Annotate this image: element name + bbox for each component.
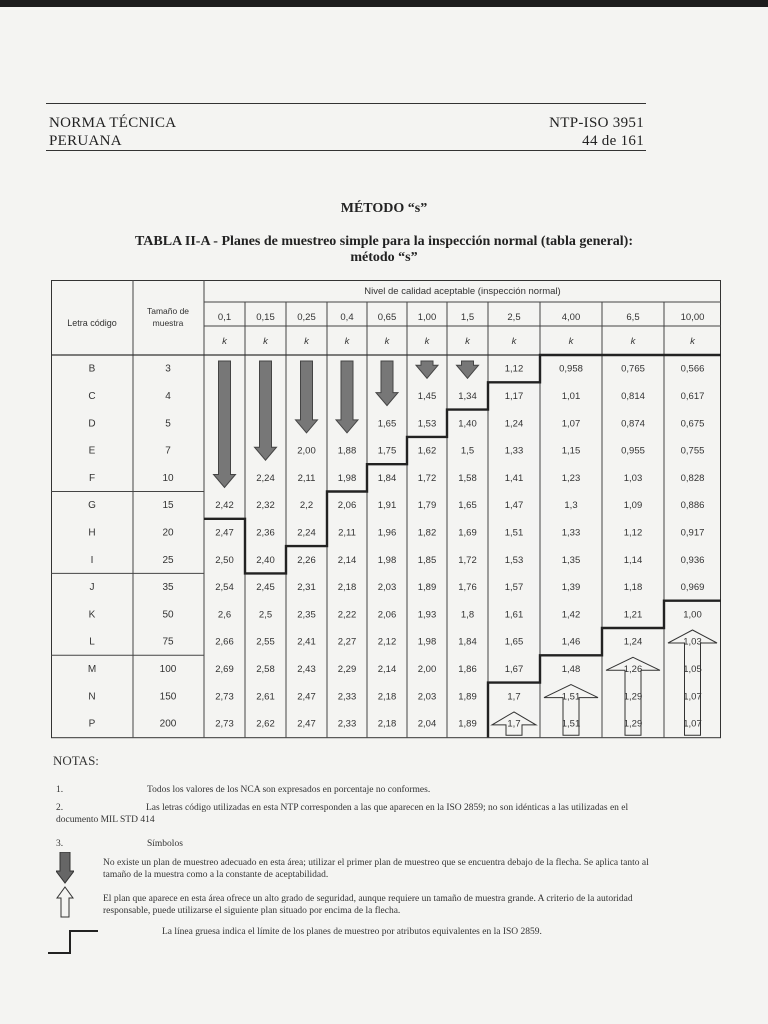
k-value: 2,14 (337, 554, 357, 566)
code-letter: C (88, 390, 96, 402)
k-value: 2,11 (338, 527, 356, 539)
k-value: 2,2 (299, 500, 314, 512)
table-title (0, 234, 768, 266)
k-value: 2,06 (337, 500, 357, 512)
code-letter: K (88, 609, 96, 621)
aql-header: 10,00 (680, 312, 705, 323)
standard-code-block (549, 114, 644, 150)
k-value: 1,29 (623, 691, 643, 703)
k-value: 1,61 (504, 609, 524, 621)
down-arrow-icon (376, 361, 398, 406)
k-value: 0,936 (680, 554, 705, 566)
k-value: 1,51 (504, 527, 524, 539)
k-value: 1,91 (377, 500, 397, 512)
k-value: 1,47 (504, 500, 524, 512)
k-value: 1,98 (417, 636, 437, 648)
k-value: 2,47 (215, 527, 234, 539)
k-value: 0,617 (680, 390, 705, 402)
k-label: k (690, 336, 695, 347)
note-1-number: 1. (56, 785, 64, 795)
k-value: 1,21 (623, 609, 643, 621)
sample-size: 150 (159, 691, 177, 703)
note-2-number: 2. (56, 803, 64, 813)
aql-header: 4,00 (561, 312, 581, 323)
k-value: 2,58 (256, 663, 275, 675)
k-value: 1,86 (458, 663, 477, 675)
k-value: 1,93 (417, 609, 437, 621)
sample-size: 7 (165, 445, 171, 457)
k-value: 1,33 (561, 527, 581, 539)
code-letter: B (88, 363, 96, 375)
k-value: 1,07 (561, 418, 581, 430)
k-value: 2,27 (337, 636, 357, 648)
page-number: 44 de 161 (582, 133, 644, 149)
k-value: 0,969 (680, 582, 705, 594)
k-value: 1,14 (623, 554, 643, 566)
k-value: 1,7 (507, 718, 521, 730)
k-label: k (384, 336, 390, 347)
k-value: 0,755 (680, 445, 705, 457)
k-value: 1,3 (564, 500, 578, 512)
sample-size: 10 (162, 472, 174, 484)
sample-size: 5 (165, 418, 171, 430)
code-letter: N (88, 691, 96, 703)
k-value: 1,51 (561, 691, 581, 703)
aql-header: 0,1 (217, 312, 232, 323)
k-value: 1,12 (504, 363, 524, 375)
k-value: 2,03 (417, 691, 437, 703)
header-rule-top (46, 103, 646, 104)
k-value: 1,62 (417, 445, 437, 457)
aql-header: 0,25 (297, 312, 316, 323)
header-rule-bottom (46, 150, 646, 151)
k-value: 1,96 (377, 527, 397, 539)
symbol-down-text: No existe un plan de muestreo adecuado en esta área; utilizar el primer plan de muestreo que se encuentra debajo de la flecha. Se aplica tanto al tamaño de la muestra como a la constante de aceptabilidad. (103, 858, 649, 880)
k-value: 1,46 (561, 636, 581, 648)
note-3-text: Símbolos (147, 839, 183, 849)
k-value: 1,26 (623, 663, 643, 675)
k-value: 2,42 (215, 500, 234, 512)
k-value: 2,45 (256, 582, 275, 594)
k-value: 1,88 (337, 445, 357, 457)
k-label: k (630, 336, 636, 347)
k-value: 0,958 (559, 363, 583, 375)
k-value: 1,34 (458, 390, 477, 402)
k-value: 2,62 (256, 718, 275, 730)
standard-org (49, 114, 176, 150)
scan-top-edge (0, 0, 768, 7)
k-value: 2,33 (337, 718, 357, 730)
k-value: 2,12 (377, 636, 397, 648)
k-value: 2,18 (377, 718, 397, 730)
k-value: 2,31 (297, 582, 316, 594)
note-3-number: 3. (56, 839, 64, 849)
k-value: 2,22 (337, 609, 357, 621)
k-value: 2,06 (377, 609, 397, 621)
k-value: 1,98 (377, 554, 397, 566)
k-value: 2,5 (258, 609, 273, 621)
k-value: 1,53 (504, 554, 524, 566)
k-value: 1,57 (504, 582, 524, 594)
k-value: 0,675 (680, 418, 705, 430)
aql-header: 1,00 (417, 312, 437, 323)
k-value: 1,07 (683, 718, 702, 730)
k-value: 1,01 (561, 390, 581, 402)
k-value: 0,566 (680, 363, 705, 375)
k-label: k (465, 336, 470, 347)
k-value: 2,40 (256, 554, 275, 566)
code-letter: G (88, 500, 96, 512)
k-value: 0,886 (680, 500, 705, 512)
down-arrow-icon (336, 361, 358, 433)
staircase-upper (204, 355, 721, 573)
k-value: 1,23 (561, 472, 581, 484)
k-value: 1,7 (507, 691, 521, 703)
k-value: 1,12 (623, 527, 643, 539)
k-value: 1,17 (504, 390, 524, 402)
table-title-line-2: método “s” (350, 250, 418, 265)
sampling-table (51, 280, 721, 740)
k-value: 1,03 (623, 472, 643, 484)
k-value: 2,11 (297, 472, 316, 484)
k-value: 2,00 (417, 663, 437, 675)
k-value: 2,66 (215, 636, 234, 648)
k-value: 2,18 (337, 582, 357, 594)
k-value: 1,40 (458, 418, 477, 430)
code-letter: L (89, 636, 95, 648)
standard-code: NTP-ISO 3951 (549, 115, 644, 131)
aql-header: 1,5 (460, 312, 475, 323)
k-value: 1,8 (460, 609, 475, 621)
k-label: k (304, 336, 309, 347)
k-value: 1,45 (417, 390, 437, 402)
k-value: 1,84 (377, 472, 397, 484)
down-arrow-icon (56, 852, 74, 884)
down-arrow-icon (416, 361, 438, 378)
k-value: 1,51 (561, 718, 581, 730)
col-header-size: muestra (152, 318, 184, 328)
k-value: 1,67 (504, 663, 524, 675)
k-value: 2,33 (337, 691, 357, 703)
k-value: 2,03 (377, 582, 397, 594)
k-value: 1,85 (417, 554, 437, 566)
sample-size: 20 (162, 527, 174, 539)
org-line-2: PERUANA (49, 133, 122, 149)
k-value: 1,35 (561, 554, 581, 566)
k-value: 1,69 (458, 527, 477, 539)
sample-size: 25 (162, 554, 174, 566)
k-value: 1,65 (377, 418, 397, 430)
k-value: 0,874 (621, 418, 645, 430)
k-value: 1,89 (458, 691, 477, 703)
k-value: 2,24 (297, 527, 316, 539)
k-label: k (263, 336, 268, 347)
k-value: 1,65 (504, 636, 524, 648)
k-value: 2,54 (215, 582, 234, 594)
k-value: 2,73 (215, 718, 234, 730)
k-value: 2,43 (297, 663, 316, 675)
k-value: 1,33 (504, 445, 524, 457)
table-title-line-1: TABLA II-A - Planes de muestreo simple para la inspección normal (tabla general): (134, 234, 634, 249)
down-arrow-icon (255, 361, 277, 460)
group-header: Nivel de calidad aceptable (inspección normal) (364, 286, 561, 297)
code-letter: F (88, 472, 96, 484)
k-value: 1,18 (623, 582, 643, 594)
k-value: 2,47 (297, 718, 316, 730)
k-value: 1,03 (683, 636, 702, 648)
down-arrow-icon (296, 361, 318, 433)
k-value: 2,00 (297, 445, 316, 457)
code-letter: E (88, 445, 96, 457)
k-value: 1,15 (561, 445, 581, 457)
k-value: 1,98 (337, 472, 357, 484)
sample-size: 35 (162, 582, 174, 594)
col-header-letter: Letra código (67, 318, 117, 328)
symbol-line-text: La línea gruesa indica el límite de los planes de muestreo por atributos equivalentes en la ISO 2859. (162, 927, 542, 937)
k-value: 1,42 (561, 609, 581, 621)
aql-header: 0,4 (340, 312, 354, 323)
k-value: 0,955 (621, 445, 645, 457)
code-letter: J (89, 582, 95, 594)
note-1-text: Todos los valores de los NCA son expresados en porcentaje no conformes. (147, 785, 431, 795)
aql-header: 0,65 (377, 312, 397, 323)
aql-header: 2,5 (507, 312, 521, 323)
k-value: 1,29 (623, 718, 643, 730)
code-letter: I (90, 554, 94, 566)
k-value: 1,79 (417, 500, 437, 512)
k-value: 2,36 (256, 527, 275, 539)
k-value: 0,814 (621, 390, 645, 402)
k-value: 2,14 (377, 663, 397, 675)
k-label: k (511, 336, 517, 347)
k-value: 2,61 (256, 691, 275, 703)
k-value: 1,07 (683, 691, 702, 703)
k-value: 1,00 (683, 609, 702, 621)
sample-size: 3 (165, 363, 171, 375)
k-value: 1,41 (504, 472, 524, 484)
code-letter: H (88, 527, 96, 539)
k-value: 1,48 (561, 663, 581, 675)
k-value: 2,24 (256, 472, 275, 484)
k-value: 1,05 (683, 663, 702, 675)
k-value: 1,89 (417, 582, 437, 594)
k-value: 0,917 (680, 527, 705, 539)
k-label: k (568, 336, 574, 347)
k-value: 0,828 (680, 472, 705, 484)
k-value: 1,09 (623, 500, 643, 512)
thick-line-icon (46, 928, 100, 956)
down-arrow-icon (214, 361, 236, 488)
symbol-up-text: El plan que aparece en esta área ofrece un alto grado de seguridad, aunque requiere un tamaño de muestra grande. A criterio de la autoridad responsable, puede utilizarse el siguiente plan situado por encima de la flecha. (103, 894, 633, 916)
code-letter: D (88, 418, 96, 430)
k-value: 1,24 (623, 636, 643, 648)
k-value: 1,82 (417, 527, 437, 539)
method-title: MÉTODO “s” (340, 201, 428, 216)
aql-header: 6,5 (626, 312, 640, 323)
k-value: 1,84 (458, 636, 477, 648)
k-value: 2,35 (297, 609, 316, 621)
k-value: 1,89 (458, 718, 477, 730)
sample-size: 100 (159, 663, 177, 675)
k-value: 1,76 (458, 582, 477, 594)
sample-size: 4 (165, 390, 171, 402)
org-line-1: NORMA TÉCNICA (49, 115, 177, 131)
k-value: 1,53 (417, 418, 437, 430)
k-value: 2,47 (297, 691, 316, 703)
up-arrow-icon (56, 886, 74, 918)
sample-size: 75 (162, 636, 174, 648)
k-label: k (344, 336, 350, 347)
k-label: k (424, 336, 430, 347)
k-value: 2,18 (377, 691, 397, 703)
sample-size: 15 (162, 500, 174, 512)
k-value: 2,41 (297, 636, 316, 648)
sample-size: 200 (159, 718, 177, 730)
k-value: 2,32 (256, 500, 275, 512)
k-value: 2,6 (217, 609, 232, 621)
k-value: 1,72 (458, 554, 477, 566)
code-letter: P (88, 718, 96, 730)
k-value: 1,72 (417, 472, 437, 484)
k-value: 0,765 (621, 363, 645, 375)
k-value: 1,39 (561, 582, 581, 594)
col-header-size: Tamaño de (146, 306, 190, 316)
code-letter: M (87, 663, 97, 675)
down-arrow-icon (457, 361, 479, 378)
k-label: k (222, 336, 227, 347)
k-value: 1,58 (458, 472, 477, 484)
k-value: 1,65 (458, 500, 477, 512)
k-value: 2,26 (297, 554, 316, 566)
aql-header: 0,15 (256, 312, 275, 323)
sample-size: 50 (162, 609, 174, 621)
note-2-text: Las letras código utilizadas en esta NTP corresponden a las que aparecen en la ISO 2859; no son idénticas a las utilizadas en el documento MIL STD 414 (56, 803, 629, 825)
k-value: 2,69 (215, 663, 234, 675)
k-value: 1,24 (504, 418, 524, 430)
k-value: 2,73 (215, 691, 234, 703)
k-value: 2,04 (417, 718, 437, 730)
k-value: 2,55 (256, 636, 275, 648)
k-value: 1,5 (460, 445, 475, 457)
k-value: 2,50 (215, 554, 234, 566)
k-value: 2,29 (337, 663, 357, 675)
k-value: 1,75 (377, 445, 397, 457)
notes-title: NOTAS: (53, 753, 99, 768)
